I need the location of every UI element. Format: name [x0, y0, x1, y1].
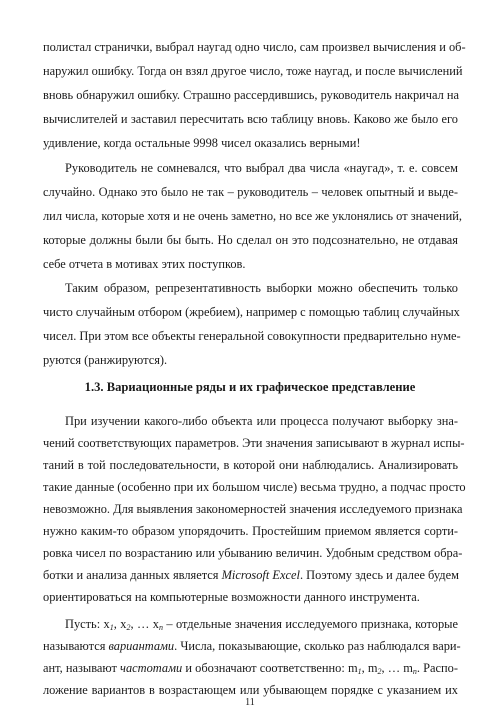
paragraph3-line4: руются (ранжируются). [43, 353, 168, 367]
paragraph2-line4: которые должны были бы быть. Но сделал он это подсознательно, не отдавая [43, 233, 458, 247]
paragraph1-line5: удивление, когда остальные 9998 чисел оказались верными! [43, 136, 361, 150]
paragraph5-line1-l1_c: , … x [130, 617, 159, 631]
paragraph5-line1-l1_d: – отдельные значения исследуемого признака, которые [162, 617, 458, 631]
paragraph5-line3-l3_d: , … m [381, 661, 413, 675]
section-heading: 1.3. Вариационные ряды и их графическое представление [84, 380, 416, 394]
paragraph1-line3: вновь обнаружил ошибку. Страшно рассердившись, руководитель накричал на [43, 88, 460, 102]
paragraph2-line5: себе отчета в мотивах этих поступков. [43, 257, 246, 271]
page-number: 11 [245, 697, 255, 708]
paragraph5-line3-l3_b: и обозначают соответственно: m [182, 661, 358, 675]
paragraph4-line7: ровка чисел по возрастанию или убыванию величин. Удобным средством обра- [43, 546, 463, 560]
paragraph5-line1-l1_b: , x [113, 617, 127, 631]
paragraph5-line2 [43, 639, 461, 653]
paragraph5-line3-l3_a: ант, называют [43, 661, 121, 675]
paragraph2-line1: Руководитель не сомневался, что выбрал два числа «наугад», т. е. совсем [65, 161, 458, 175]
paragraph5-line3-l3_c: , m [361, 661, 378, 675]
paragraph4-line5: невозможно. Для выявления закономерностей значения исследуемого признака [43, 502, 463, 516]
paragraph5-line3-l3_e: . Распо- [416, 661, 458, 675]
paragraph5-line1-l1_s3: n [158, 623, 163, 632]
paragraph5-line1-l1_a: Пусть: x [65, 617, 110, 631]
paragraph5-line2-l2_a: называются [43, 639, 109, 653]
paragraph5-line1 [65, 618, 458, 632]
paragraph5-line4-l4: ложение вариантов в возрастающем или убывающем порядке с указанием их [43, 683, 458, 697]
paragraph5-line3-l3_s1: 1 [357, 667, 362, 676]
paragraph5-line3-l3_em: частотами [120, 661, 183, 675]
paragraph4-line8-text: ботки и анализа данных является [43, 568, 222, 582]
paragraph5-line3-l3_s3: n [412, 667, 417, 676]
paragraph2-line2: случайно. Однако это было не так – руководитель – человек опытный и выде- [43, 185, 458, 199]
paragraph2-line3: лил числа, которые хотя и не очень заметно, но все же уклонялись от значений, [43, 209, 462, 223]
paragraph4-line4: такие данные (особенно при их большом числе) весьма трудно, а подчас просто [43, 480, 466, 494]
paragraph4-line8 [43, 569, 458, 581]
paragraph5-line4 [43, 684, 458, 696]
paragraph3-line3: чисел. При этом все объекты генеральной совокупности предварительно нуме- [43, 329, 461, 343]
software-name: Microsoft Excel [221, 568, 300, 582]
paragraph4-line3: таний в той последовательности, в которой они наблюдались. Анализировать [43, 458, 458, 472]
paragraph5-line1-l1_s1: 1 [109, 623, 114, 632]
paragraph5-line3-l3_s2: 2 [377, 667, 382, 676]
paragraph1-line2: наружил ошибку. Тогда он взял другое число, тоже наугад, и после вычислений [43, 64, 463, 78]
paragraph1-line4: вычислителей и заставил пересчитать всю таблицу вновь. Каково же было его [43, 112, 458, 126]
paragraph4-line1: При изучении какого-либо объекта или процесса получают выборку зна- [65, 414, 458, 428]
paragraph5-line2-l2_b: . Числа, показывающие, сколько раз наблюдался вари- [174, 639, 461, 653]
paragraph4-line2: чений соответствующих параметров. Эти значения записывают в журнал испы- [43, 436, 465, 450]
paragraph4-line6: нужно каким-то образом упорядочить. Простейшим приемом является сорти- [43, 524, 458, 538]
paragraph5-line3 [43, 662, 458, 676]
paragraph1-line1: полистал странички, выбрал наугад одно число, сам произвел вычисления и об- [43, 40, 466, 54]
paragraph3-line2: чисто случайным отбором (жребием), например с помощью таблиц случайных [43, 305, 460, 319]
paragraph5-line1-l1_s2: 2 [126, 623, 131, 632]
paragraph4-line8-rest: . Поэтому здесь и далее будем [299, 568, 459, 582]
paragraph3-line1: Таким образом, репрезентативность выборки можно обеспечить только [65, 281, 458, 295]
paragraph5-line2-l2_em1: вариантами [108, 639, 175, 653]
paragraph4-line9: ориентироваться на компьютерные возможности данного инструмента. [43, 590, 420, 604]
